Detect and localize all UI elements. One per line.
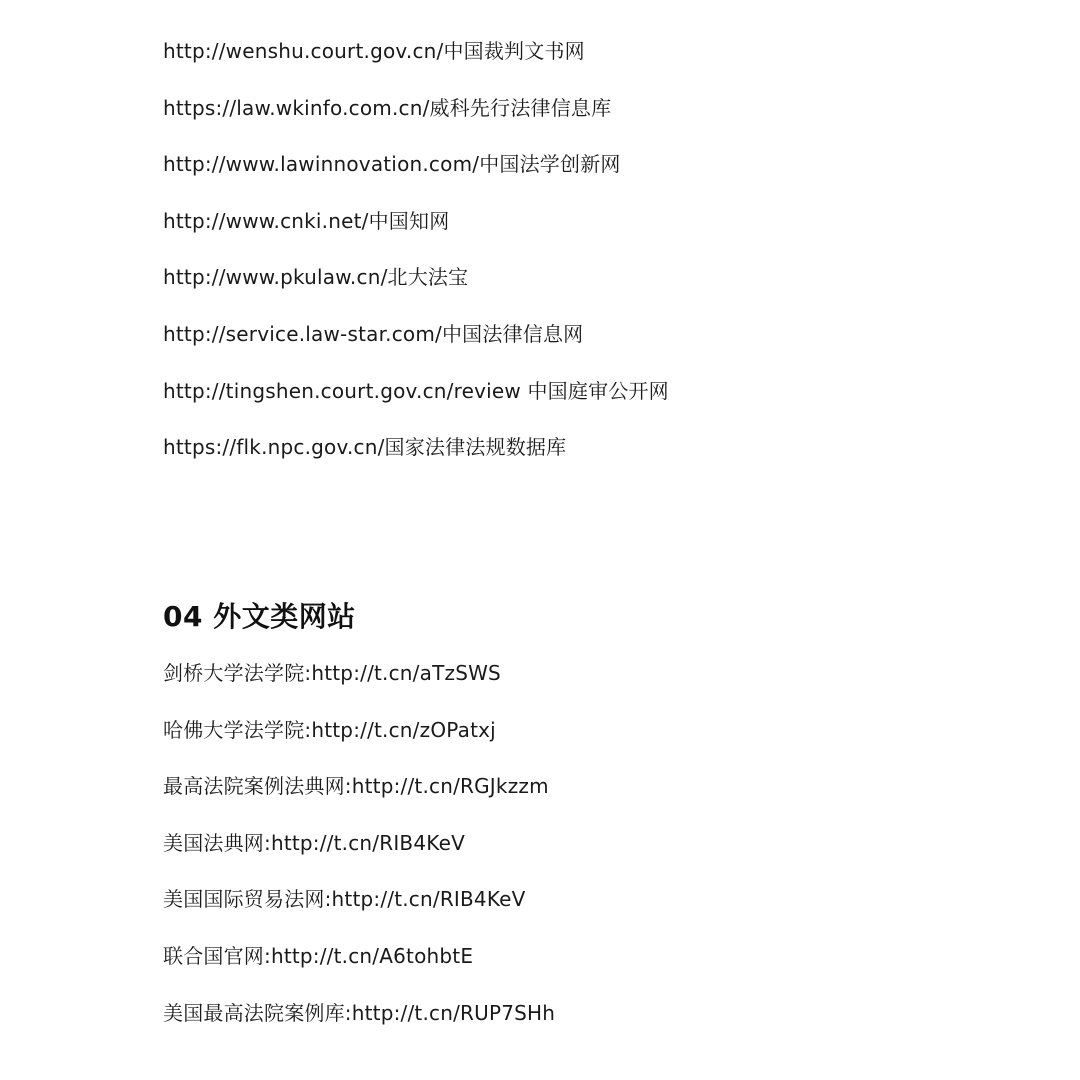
list-item[interactable]: 最高法院案例法典网:http://t.cn/RGJkzzm <box>163 774 549 799</box>
list-item[interactable]: http://service.law-star.com/中国法律信息网 <box>163 321 584 346</box>
list-item[interactable]: http://www.cnki.net/中国知网 <box>163 208 450 233</box>
section-title: 04 外文类网站 <box>163 600 356 633</box>
list-item[interactable]: 联合国官网:http://t.cn/A6tohbtE <box>163 943 474 968</box>
list-item[interactable]: 哈佛大学法学院:http://t.cn/zOPatxj <box>163 717 496 742</box>
list-item[interactable]: http://tingshen.court.gov.cn/review 中国庭审公开网 <box>163 378 669 403</box>
foreign-link-list <box>163 662 1023 1058</box>
list-item[interactable]: http://www.lawinnovation.com/中国法学创新网 <box>163 152 621 177</box>
list-item[interactable]: https://flk.npc.gov.cn/国家法律法规数据库 <box>163 435 567 460</box>
list-item[interactable]: 美国法典网:http://t.cn/RIB4KeV <box>163 830 465 855</box>
domestic-link-list <box>163 40 1023 493</box>
list-item[interactable]: https://law.wkinfo.com.cn/威科先行法律信息库 <box>163 95 612 120</box>
list-item[interactable]: 剑桥大学法学院:http://t.cn/aTzSWS <box>163 661 501 685</box>
list-item[interactable]: 美国最高法院案例库:http://t.cn/RUP7SHh <box>163 1000 556 1025</box>
list-item[interactable]: http://wenshu.court.gov.cn/中国裁判文书网 <box>163 39 585 63</box>
list-item[interactable]: 美国国际贸易法网:http://t.cn/RIB4KeV <box>163 887 526 912</box>
list-item[interactable]: http://www.pkulaw.cn/北大法宝 <box>163 265 469 290</box>
